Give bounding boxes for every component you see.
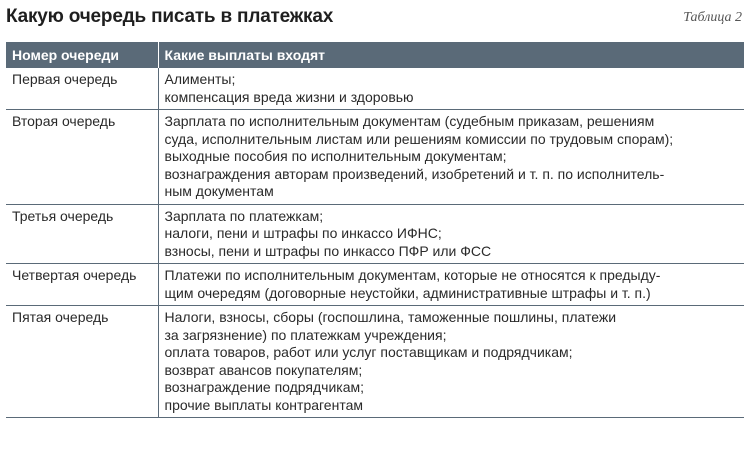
table-row: [6, 264, 744, 306]
payment-line: Зарплата по исполнительным документам (судебным приказам, решениям: [164, 113, 655, 129]
payment-line: Налоги, взносы, сборы (госпошлина, таможенные пошлины, платежи: [164, 309, 617, 325]
payments-cell: [158, 204, 744, 264]
payment-line: щим очередям (договорные неустойки, административные штрафы и т. п.): [164, 284, 651, 301]
payment-priority-table: [6, 42, 744, 418]
queue-cell: Пятая очередь: [6, 306, 158, 418]
payment-line: компенсация вреда жизни и здоровью: [164, 88, 414, 105]
payment-line: суда, исполнительным листам или решениям комиссии по трудовым спорам);: [164, 130, 674, 147]
column-header-queue: Номер очереди: [6, 42, 158, 68]
table-row: [6, 110, 744, 205]
queue-cell: Третья очередь: [6, 204, 158, 264]
table-row: [6, 204, 744, 264]
table-header-row: [6, 42, 744, 68]
column-header-payments: Какие выплаты входят: [158, 42, 744, 68]
payment-line: вознаграждения авторам произведений, изобретений и т. п. по исполнитель-: [164, 165, 665, 182]
payments-cell: [158, 110, 744, 205]
payment-line: прочие выплаты контрагентам: [164, 396, 363, 413]
table-caption: Таблица 2: [683, 10, 742, 25]
payment-line: Зарплата по платежкам;: [164, 207, 324, 224]
payment-line: Алименты;: [164, 71, 236, 87]
payment-line: налоги, пени и штрафы по инкассо ИФНС;: [164, 225, 442, 241]
payment-line: Платежи по исполнительным документам, которые не относятся к предыду-: [164, 267, 661, 283]
payment-line: выходные пособия по исполнительным документам;: [164, 148, 507, 164]
page-title: Какую очередь писать в платежках: [6, 6, 334, 27]
payments-cell: [158, 306, 744, 418]
payments-cell: [158, 264, 744, 306]
payment-line: ным документам: [164, 183, 274, 199]
queue-cell: Первая очередь: [6, 68, 158, 110]
table-row: [6, 68, 744, 110]
payments-cell: [158, 68, 744, 110]
payment-line: вознаграждение подрядчикам;: [164, 379, 365, 395]
queue-cell: Четвертая очередь: [6, 264, 158, 306]
payment-line: оплата товаров, работ или услуг поставщикам и подрядчикам;: [164, 344, 573, 360]
queue-cell: Вторая очередь: [6, 110, 158, 205]
payment-line: взносы, пени и штрафы по инкассо ПФР или ФСС: [164, 242, 492, 259]
payment-line: за загрязнение) по платежкам учреждения;: [164, 326, 447, 343]
table-row: [6, 306, 744, 418]
header: [6, 6, 744, 36]
payment-line: возврат авансов покупателям;: [164, 361, 363, 378]
